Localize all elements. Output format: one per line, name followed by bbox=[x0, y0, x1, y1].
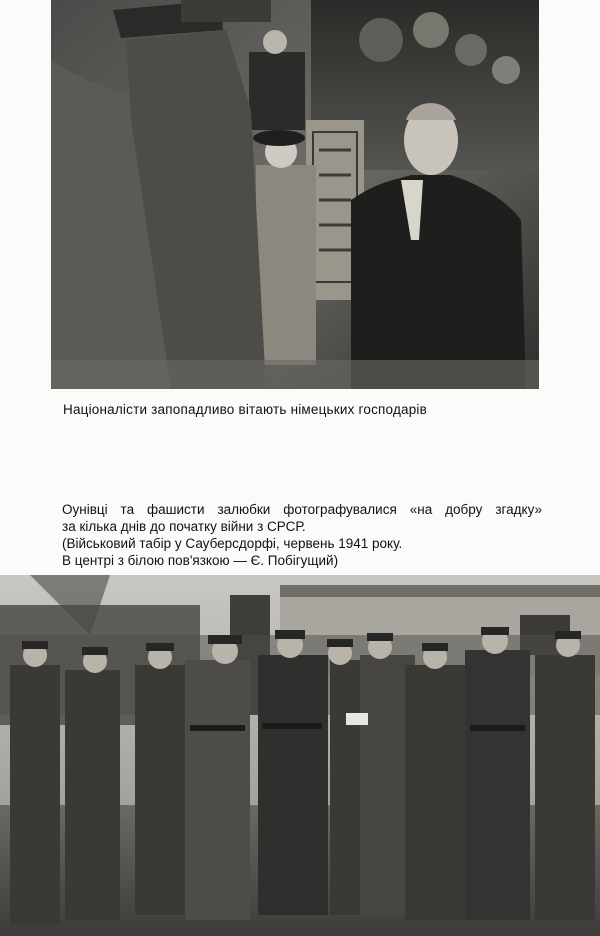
bottom-caption-line-1: Оунівці та фашисти залюбки фотографувалися «на добру згадку» bbox=[62, 502, 542, 517]
top-photograph bbox=[51, 0, 539, 389]
bottom-photo-caption bbox=[62, 501, 542, 569]
bottom-caption-line-2: за кілька днів до початку війни з СРСР. bbox=[62, 519, 306, 534]
bottom-caption-line-3: (Військовий табір у Сауберсдорфі, червень 1941 року. bbox=[62, 536, 403, 551]
top-photo-caption: Націоналісти запопадливо вітають німецьких господарів bbox=[63, 402, 428, 417]
bottom-photograph bbox=[0, 575, 600, 936]
top-photo-image bbox=[51, 0, 539, 389]
bottom-photo-image bbox=[0, 575, 600, 936]
bottom-caption-line-4: В центрі з білою пов'язкою — Є. Побігущий) bbox=[62, 553, 339, 568]
